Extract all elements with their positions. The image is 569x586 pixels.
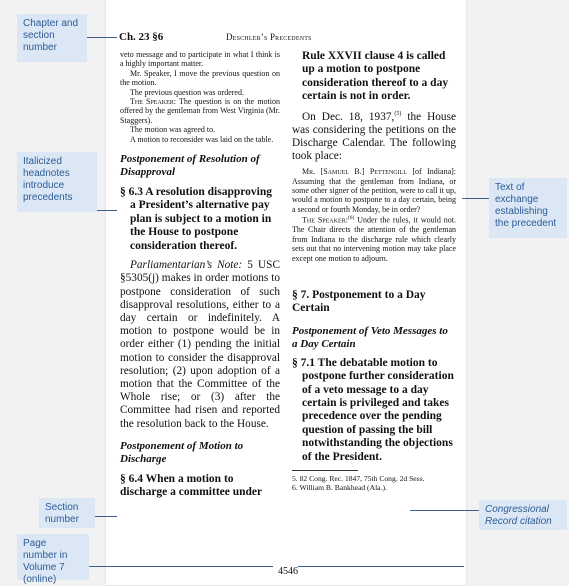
exchange-text: The Speaker:$^{(6)}$ Under the rules, it would not. The Chair directs the attention of the gentleman from Indiana to the discharge rule which clearly sets out that no intervening motion may take place except one motion to adjourn. [292, 215, 456, 263]
paragraph: On Dec. 18, 1937,$^{(5)}$ the House was considering the petitions on the Discharge Calendar. The following took place: [292, 110, 456, 162]
chapter-section-header: Ch. 23 §6 [119, 31, 164, 43]
paragraph: The previous question was ordered. [130, 87, 244, 97]
leader-line [97, 210, 117, 211]
paragraph: The motion was agreed to. [130, 125, 216, 135]
footnote-ref: (5) [394, 110, 402, 117]
annotation-exchange: Text of exchange establishing the precedent [489, 178, 567, 238]
headnote: Postponement of Veto Messages to a Day Certain [292, 324, 448, 350]
parliamentarian-note: Parliamentarian’s Note: 5 USC §5305(j) makes in order motions to postpone consideration of such disapproval resolutions, either to a day certain or indefinitely. A motion to postpone would be in order either (1) pending the initial motion to consider the disapproval resolution; (2) upon adoption of a motion that the Committee of the Whole rise; or (3) after the Committee had risen and reported the resolution back to the House. [120, 259, 280, 430]
section-heading-6-3: § 6.3 A resolution disapproving a President’s alternative pay plan is subject to a motion in the House to postpone consideration thereof. [120, 186, 272, 252]
page-number: 4546 [278, 566, 298, 577]
headnote: Postponement of Resolution of Disapproval [120, 153, 260, 179]
leader-line [89, 566, 273, 567]
section-heading-6-4: § 6.4 When a motion to discharge a committee under [120, 472, 263, 499]
exchange-text: Mr. [Samuel B.] Pettengill [of Indiana]: Assuming that the gentleman from Indiana, or some other signer of the petition, were to call it up, would a motion to postpone to a day certain, being a second or fourth Monday, be in order? [292, 167, 457, 214]
section-number: § 7.1 [292, 356, 315, 369]
annotation-section-number: Section number [39, 498, 95, 528]
annotation-congressional: Congressional Record citation [479, 500, 567, 530]
section-number: § 6.4 [120, 472, 143, 485]
section-7-title: § 7. Postponement to a Day Certain [292, 288, 426, 315]
annotation-page-number: Page number in Volume 7 (online) [17, 534, 89, 580]
section-heading-continued: Rule XXVII clause 4 is called up a motion to postpone consideration thereof to a day certain is not in order. [302, 50, 449, 103]
leader-line [95, 516, 117, 517]
right-column [292, 50, 456, 492]
paragraph: veto message and to participate in what I think is a highly important matter. [120, 50, 280, 69]
headnote: Postponement of Motion to Discharge [120, 439, 244, 465]
leader-line [87, 37, 117, 38]
leader-line [410, 510, 479, 511]
running-head: Deschler’s Precedents [226, 32, 312, 42]
footnote-5: 5. 82 Cong. Rec. 1847, 75th Cong. 2d Sess. [292, 473, 425, 483]
footnote-rule [292, 470, 358, 471]
annotation-headnotes: Italicized headnotes introduce precedents [17, 152, 97, 212]
section-heading-7-1: § 7.1 The debatable motion to postpone further consideration of a veto message to a day certain is privileged and takes precedence over the pending question of passing the bill notwithstanding the objections of the President. [292, 356, 454, 463]
paragraph: A motion to reconsider was laid on the table. [130, 134, 274, 144]
left-column [120, 50, 280, 500]
leader-line [298, 566, 464, 567]
paragraph: Mr. Speaker, I move the previous question on the motion. [120, 68, 280, 88]
footnote-6: 6. William B. Bankhead (Ala.). [292, 482, 387, 492]
paragraph: The Speaker: The question is on the motion offered by the gentleman from West Virginia (Mr. Staggers). [120, 97, 280, 125]
footnote-ref: (6) [347, 215, 355, 222]
speaker-label: The Speaker: [130, 97, 177, 107]
annotation-chapter: Chapter and section number [17, 14, 87, 62]
leader-line [462, 198, 489, 199]
section-number: § 6.3 [120, 186, 143, 199]
